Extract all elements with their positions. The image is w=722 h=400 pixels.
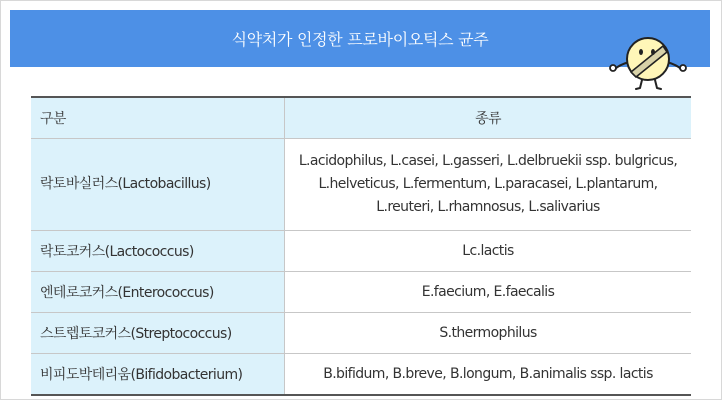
pill-character-icon: [607, 32, 689, 96]
title-banner: [10, 10, 710, 67]
species-cell: Lc.lactis: [285, 231, 692, 272]
category-cell: 락토바실러스(Lactobacillus): [31, 139, 285, 231]
category-cell: 엔테로코커스(Enterococcus): [31, 272, 285, 313]
species-cell: [285, 139, 692, 231]
species-cell: B.bifidum, B.breve, B.longum, B.animalis ssp. lactis: [285, 354, 692, 396]
header-species: 종류: [285, 97, 692, 139]
species-cell: E.faecium, E.faecalis: [285, 272, 692, 313]
category-cell: 락토코커스(Lactococcus): [31, 231, 285, 272]
banner-title: 식약처가 인정한 프로바이오틱스 균주: [231, 30, 489, 49]
table-row: [31, 231, 691, 272]
species-line: L.helveticus, L.fermentum, L.paracasei, L.plantarum,: [318, 176, 658, 192]
table-row: [31, 313, 691, 354]
species-cell: S.thermophilus: [285, 313, 692, 354]
table-row: [31, 139, 691, 231]
category-cell: 비피도박테리움(Bifidobacterium): [31, 354, 285, 396]
table-header-row: [31, 97, 691, 139]
species-line: L.acidophilus, L.casei, L.gasseri, L.delbruekii ssp. bulgricus,: [298, 153, 678, 169]
header-category: 구분: [31, 97, 285, 139]
table-row: [31, 354, 691, 396]
species-line: L.reuteri, L.rhamnosus, L.salivarius: [376, 199, 600, 215]
category-cell: 스트렙토코커스(Streptococcus): [31, 313, 285, 354]
probiotic-strains-table: [31, 96, 691, 396]
table-row: [31, 272, 691, 313]
